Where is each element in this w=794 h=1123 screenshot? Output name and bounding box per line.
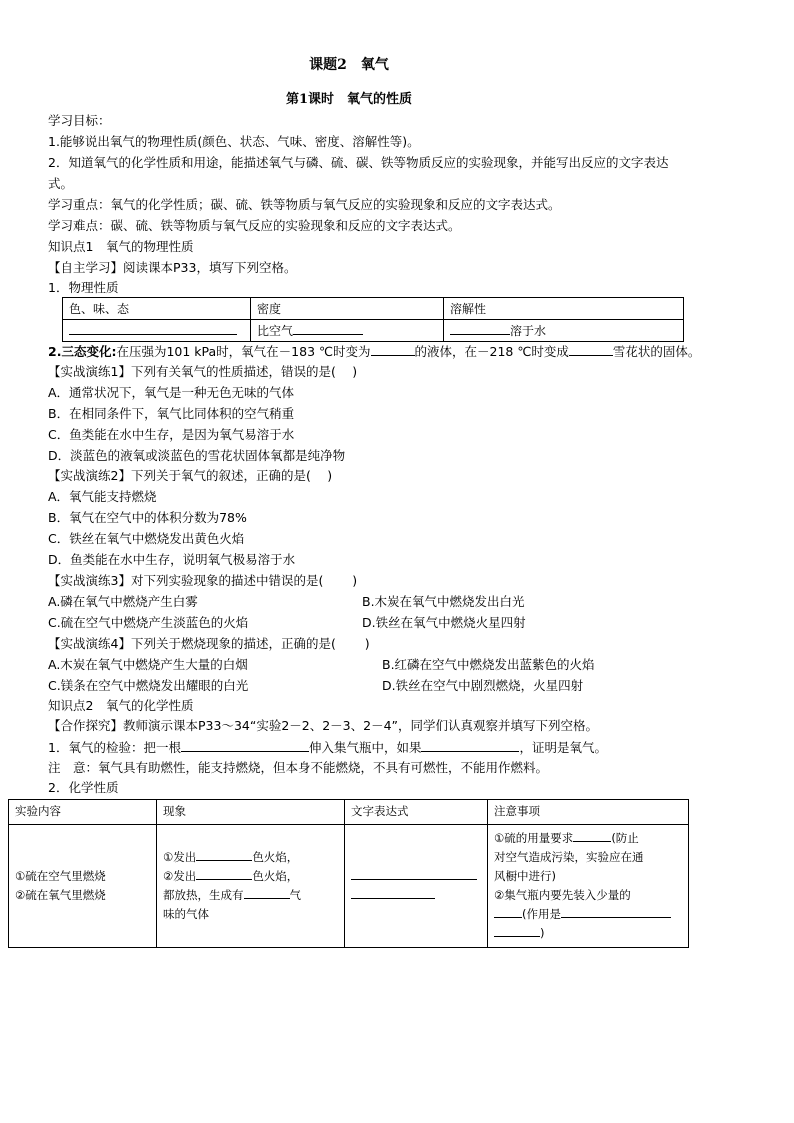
drill4-option-c: C.镁条在空气中燃烧发出耀眼的白光 [48, 678, 249, 693]
drill1-option-c: C．鱼类能在水中生存，是因为氧气易溶于水 [48, 427, 295, 442]
header-experiment: 实验内容 [9, 800, 157, 825]
drill1-option-a: A．通常状况下，氧气是一种无色无味的气体 [48, 385, 295, 400]
density-blank[interactable] [293, 322, 363, 335]
lesson-subtitle: 第1课时 氧气的性质 [285, 92, 413, 107]
density-label: 比空气 [257, 324, 294, 338]
chemical-properties-table [8, 799, 689, 948]
header-solubility: 溶解性 [444, 298, 684, 320]
physical-properties-table [62, 297, 684, 342]
equation-blank-1[interactable] [351, 867, 477, 880]
physical-props-label: 1．物理性质 [48, 280, 119, 295]
drill2-option-d: D．鱼类能在水中生存，说明氧气极易溶于水 [48, 552, 296, 567]
smell-blank[interactable] [244, 886, 290, 899]
drill2-option-c: C．铁丝在氧气中燃烧发出黄色火焰 [48, 531, 245, 546]
flame-color-air-blank[interactable] [196, 848, 252, 861]
drill1-question: 【实战演练1】下列有关氧气的性质描述，错误的是( ) [48, 364, 358, 379]
water-blank[interactable] [494, 905, 522, 918]
header-notes: 注意事项 [488, 800, 689, 825]
page-title: 课题2 氧气 [309, 57, 389, 73]
sulfur-amount-blank[interactable] [573, 829, 611, 842]
notes-cell: ①硫的用量要求 (防止 对空气造成污染，实验应在通 风橱中进行) ②集气瓶内要先装入少量的 (作用是 ) [488, 825, 689, 948]
objectives-heading: 学习目标： [48, 113, 111, 128]
header-word-equation: 文字表达式 [345, 800, 488, 825]
objective-2: 2．知道氧气的化学性质和用途，能描述氧气与磷、硫、碳、铁等物质反应的实验现象，并能写出反应的文字表达 [48, 155, 669, 170]
equation-blank-2[interactable] [351, 886, 435, 899]
solubility-blank[interactable] [450, 322, 510, 335]
drill1-option-b: B．在相同条件下，氧气比同体积的空气稍重 [48, 406, 295, 421]
header-density: 密度 [251, 298, 444, 320]
drill3-question: 【实战演练3】对下列实验现象的描述中错误的是( ) [48, 573, 358, 588]
word-equation-cell [345, 825, 488, 948]
objective-2-cont: 式。 [48, 176, 74, 191]
kp2-heading: 知识点2 氧气的化学性质 [48, 698, 194, 713]
header-phenomenon: 现象 [157, 800, 345, 825]
test-result-blank[interactable] [421, 739, 519, 752]
drill2-option-a: A．氧气能支持燃烧 [48, 489, 157, 504]
color-blank[interactable] [69, 322, 237, 335]
drill4-option-b: B.红磷在空气中燃烧发出蓝紫色的火焰 [382, 657, 595, 672]
drill3-option-b: B.木炭在氧气中燃烧发出白光 [362, 594, 525, 609]
difficulties: 学习难点：碳、硫、铁等物质与氧气反应的实验现象和反应的文字表达式。 [48, 218, 461, 233]
purpose-blank-cont[interactable] [494, 924, 540, 937]
oxygen-test: 1．氧气的检验：把一根 伸入集气瓶中，如果 ，证明是氧气。 [48, 740, 607, 755]
drill4-option-a: A.木炭在氧气中燃烧产生大量的白烟 [48, 657, 248, 672]
purpose-blank[interactable] [561, 905, 671, 918]
objective-1: 1.能够说出氧气的物理性质(颜色、状态、气味、密度、溶解性等)。 [48, 134, 420, 149]
chem-props-label: 2．化学性质 [48, 780, 119, 795]
drill2-option-b: B．氧气在空气中的体积分数为78% [48, 510, 247, 525]
coop-explore: 【合作探究】教师演示课本P33～34“实验2－2、2－3、2－4”，同学们认真观察并填写下列空格。 [48, 718, 599, 733]
test-item-blank[interactable] [181, 739, 309, 752]
kp1-heading: 知识点1 氧气的物理性质 [48, 239, 194, 254]
drill4-option-d: D.铁丝在空气中剧烈燃烧，火星四射 [382, 678, 584, 693]
key-points: 学习重点：氧气的化学性质；碳、硫、铁等物质与氧气反应的实验现象和反应的文字表达式。 [48, 197, 561, 212]
phenomenon-cell: ①发出 色火焰， ②发出 色火焰， 都放热，生成有 气 味的气体 [157, 825, 345, 948]
self-study: 【自主学习】阅读课本P33，填写下列空格。 [48, 260, 297, 275]
solubility-label: 溶于水 [510, 324, 547, 338]
drill3-option-a: A.磷在氧气中燃烧产生白雾 [48, 594, 198, 609]
flame-color-oxygen-blank[interactable] [196, 867, 252, 880]
solid-color-blank[interactable] [569, 343, 613, 356]
drill2-question: 【实战演练2】下列关于氧气的叙述，正确的是( ) [48, 468, 333, 483]
note: 注 意：氧气具有助燃性，能支持燃烧，但本身不能燃烧，不具有可燃性，不能用作燃料。 [48, 760, 549, 775]
drill3-option-d: D.铁丝在氧气中燃烧火星四射 [362, 615, 526, 630]
three-states: 2.三态变化:在压强为101 kPa时，氧气在－183 ℃时变为 的液体，在－218 ℃时变成 雪花状的固体。 [48, 344, 701, 359]
experiment-content: ①硫在空气里燃烧 ②硫在氧气里燃烧 [9, 825, 157, 948]
liquid-color-blank[interactable] [371, 343, 415, 356]
drill4-question: 【实战演练4】下列关于燃烧现象的描述，正确的是( ) [48, 636, 370, 651]
drill1-option-d: D．淡蓝色的液氧或淡蓝色的雪花状固体氧都是纯净物 [48, 448, 346, 463]
header-color-smell-state: 色、味、态 [63, 298, 251, 320]
drill3-option-c: C.硫在空气中燃烧产生淡蓝色的火焰 [48, 615, 249, 630]
